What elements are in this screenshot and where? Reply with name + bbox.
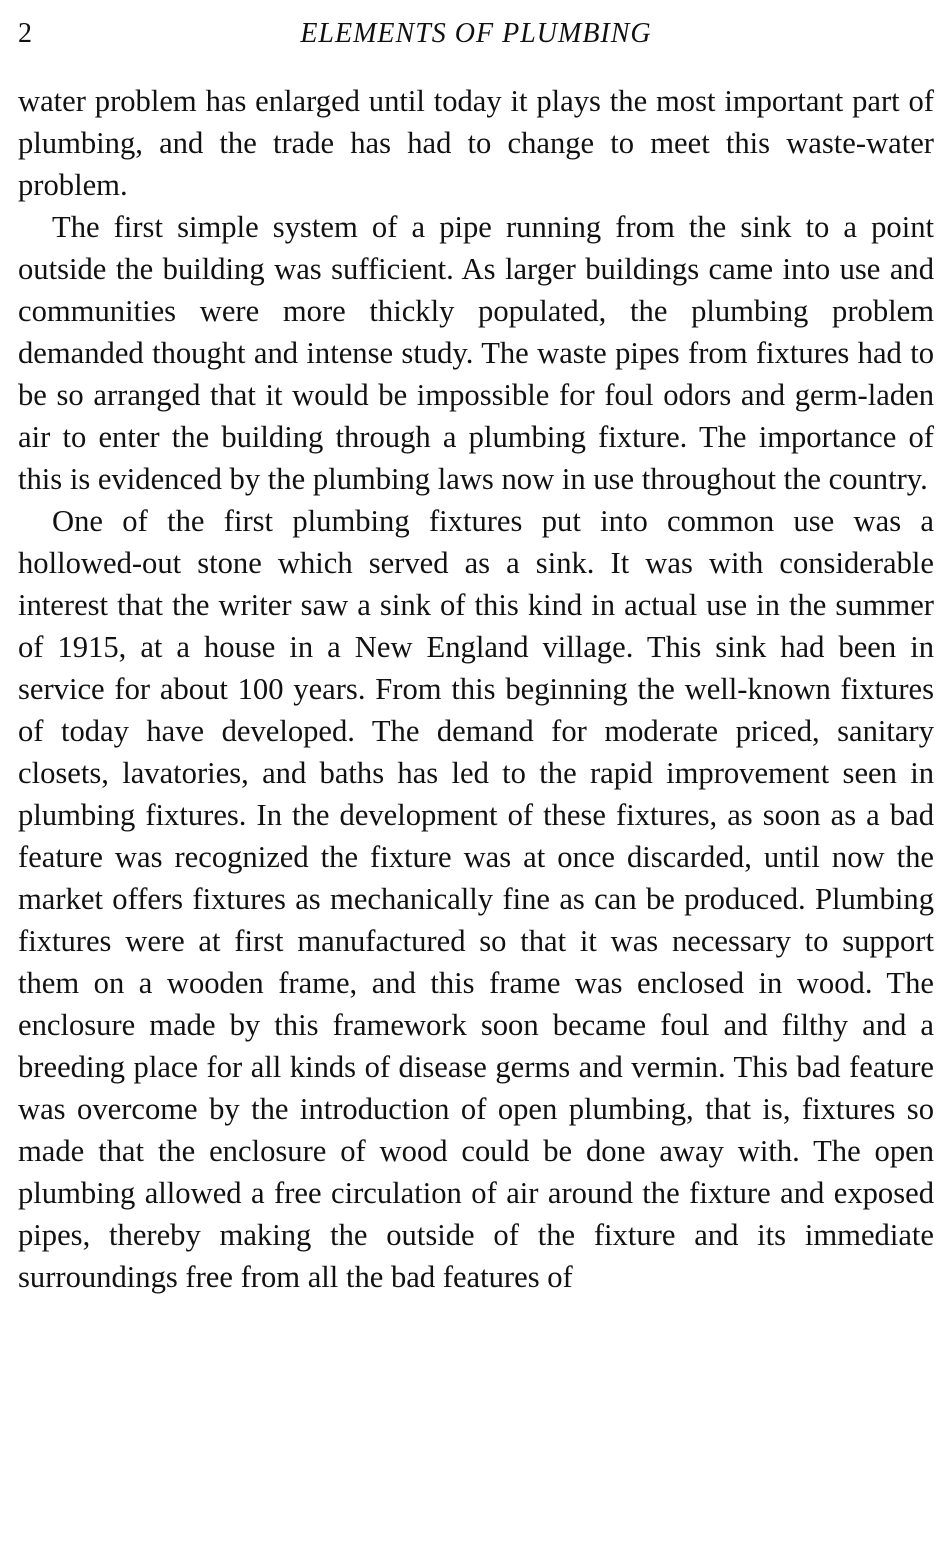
- running-head: [18, 14, 934, 54]
- page-number: 2: [18, 18, 32, 49]
- paragraph-continuation: water problem has enlarged until today it plays the most important part of plumbing, and the trade has had to change to meet this waste-water problem.: [18, 84, 934, 202]
- book-page: [18, 14, 934, 1298]
- book-title: ELEMENTS OF PLUMBING: [300, 18, 652, 49]
- paragraph-waste-pipes: The first simple system of a pipe running from the sink to a point outside the building was sufficient. As larger buildings came into use and communities were more thickly populated, the plumbing problem demanded thought and intense study. The waste pipes from fixtures had to be so arranged that it would be impossible for foul odors and germ-laden air to enter the building through a plumbing fixture. The importance of this is evidenced by the plumbing laws now in use throughout the country.: [18, 210, 934, 496]
- paragraph-fixture-history: One of the first plumbing fixtures put into common use was a hollowed-out stone which served as a sink. It was with considerable interest that the writer saw a sink of this kind in actual use in the summer of 1915, at a house in a New England village. This sink had been in service for about 100 years. From this beginning the well-known fixtures of today have developed. The demand for moderate priced, sanitary closets, lavatories, and baths has led to the rapid improvement seen in plumbing fixtures. In the development of these fixtures, as soon as a bad feature was recognized the fixture was at once discarded, until now the market offers fixtures as mechanically fine as can be produced. Plumbing fixtures were at first manufactured so that it was necessary to support them on a wooden frame, and this frame was enclosed in wood. The enclosure made by this framework soon became foul and filthy and a breeding place for all kinds of disease germs and vermin. This bad feature was overcome by the introduction of open plumbing, that is, fixtures so made that the enclosure of wood could be done away with. The open plumbing allowed a free circulation of air around the fixture and exposed pipes, thereby making the outside of the fixture and its immediate surroundings free from all the bad features of: [18, 504, 934, 1294]
- body-text: [18, 80, 934, 1298]
